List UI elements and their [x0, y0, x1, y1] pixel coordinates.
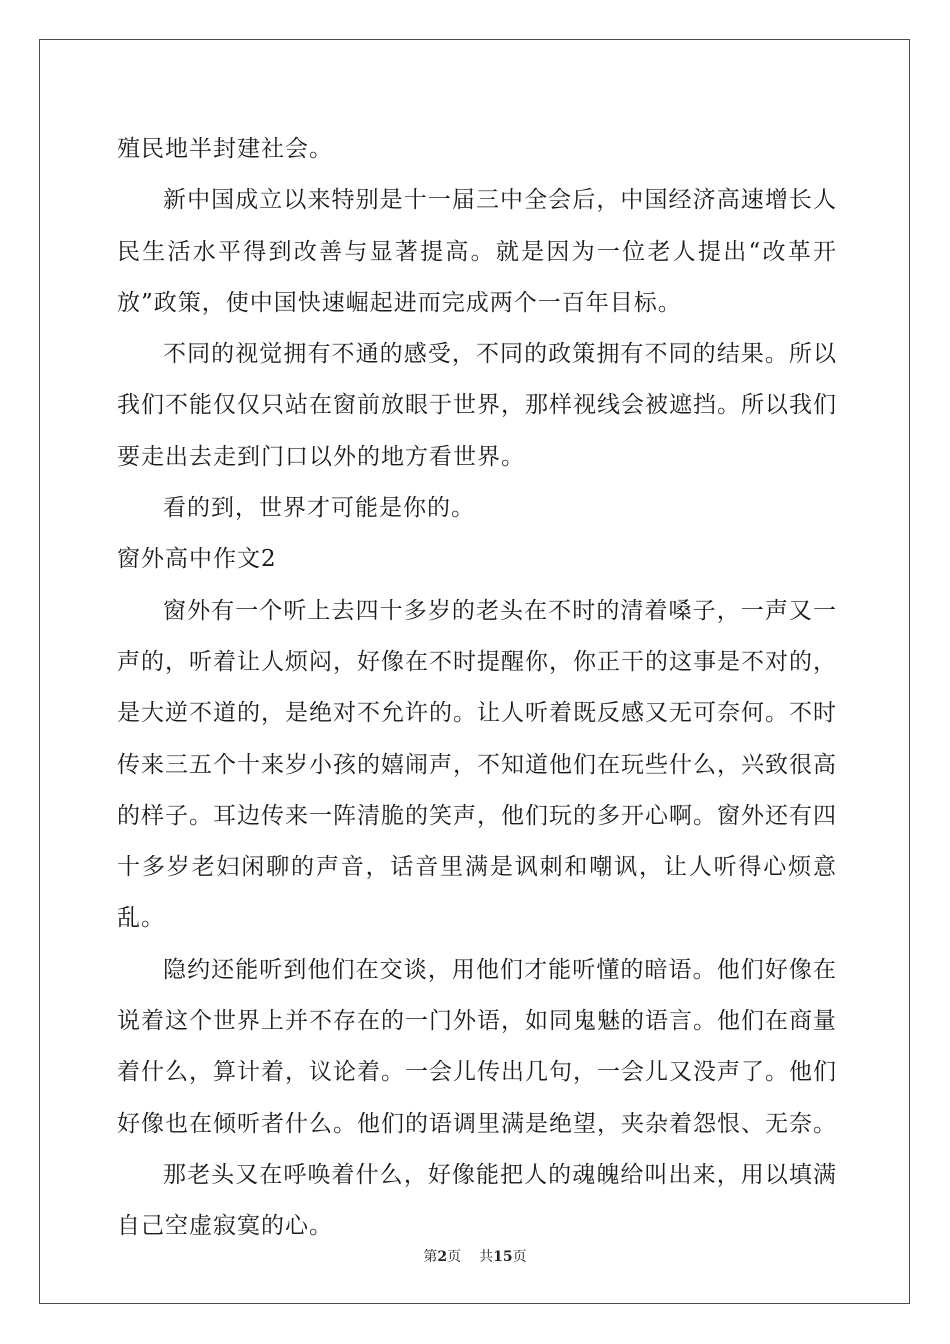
paragraph: 看的到，世界才可能是你的。 [163, 495, 475, 522]
total-pages: 15 [493, 1249, 513, 1265]
total-suffix: 页 [512, 1249, 527, 1265]
page-number: 2 [437, 1249, 448, 1265]
total-prefix: 共 [479, 1249, 494, 1265]
page-suffix: 页 [447, 1249, 462, 1265]
page-footer [0, 1246, 950, 1266]
paragraph: 新中国成立以来特别是十一届三中全会后，中国经济高速增长人民生活水平得到改善与显著提高。就是因为一位老人提出“改革开放”政策，使中国快速崛起进而完成两个一百年目标。 [117, 187, 837, 316]
paragraph: 殖民地半封建社会。 [117, 136, 333, 162]
section-heading: 窗外高中作文2 [117, 546, 277, 573]
paragraph: 隐约还能听到他们在交谈，用他们才能听懂的暗语。他们好像在说着这个世界上并不存在的一门外语，如同鬼魅的语言。他们在商量着什么，算计着，议论着。一会儿传出几句，一会儿又没声了。他们好像也在倾听者什么。他们的语调里满是绝望，夹杂着怨恨、无奈。 [117, 956, 837, 1137]
paragraph: 那老头又在呼唤着什么，好像能把人的魂魄给叫出来，用以填满自己空虚寂寞的心。 [117, 1161, 837, 1240]
page-prefix: 第 [423, 1249, 438, 1265]
paragraph: 不同的视觉拥有不通的感受，不同的政策拥有不同的结果。所以我们不能仅仅只站在窗前放眼于世界，那样视线会被遮挡。所以我们要走出去走到门口以外的地方看世界。 [117, 341, 837, 470]
document-body [117, 124, 837, 1253]
paragraph: 窗外有一个听上去四十多岁的老头在不时的清着嗓子，一声又一声的，听着让人烦闷，好像在不时提醒你，你正干的这事是不对的，是大逆不道的，是绝对不允许的。让人听着既反感又无可奈何。不时传来三五个十来岁小孩的嬉闹声，不知道他们在玩些什么，兴致很高的样子。耳边传来一阵清脆的笑声，他们玩的多开心啊。窗外还有四十多岁老妇闲聊的声音，话音里满是讽刺和嘲讽，让人听得心烦意乱。 [117, 597, 837, 932]
